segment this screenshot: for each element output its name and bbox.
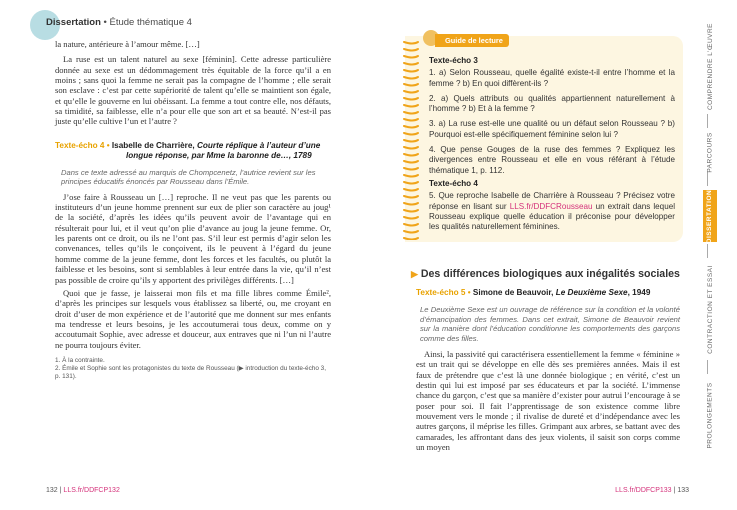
paragraph: la nature, antérieure à l’amour même. […] bbox=[55, 39, 200, 49]
chapter-side-tabs bbox=[700, 0, 737, 510]
running-head-section: Dissertation bbox=[46, 17, 101, 28]
side-tab-comprendre-oeuvre[interactable]: COMPRENDRE L’ŒUVRE bbox=[706, 22, 714, 110]
rousseau-excerpt bbox=[55, 39, 331, 127]
texte-echo-5-intro: Le Deuxième Sexe est un ouvrage de référence sur la condition et la volonté d’émancipation des femmes. Dans cet extrait, Simone de Beauvoir revient sur la manière dont l’éducation conditionne les comportements des garçons comme des filles. bbox=[420, 305, 680, 343]
guide-subhead-3: Texte-écho 3 bbox=[429, 56, 478, 65]
side-tab-parcours[interactable]: PARCOURS bbox=[706, 131, 714, 173]
beauvoir-excerpt bbox=[416, 349, 680, 452]
charriere-excerpt bbox=[55, 192, 331, 350]
triangle-arrow-icon: ▶ bbox=[411, 269, 418, 279]
texte-echo-4-intro: Dans ce texte adressé au marquis de Chompcenetz, l’autrice revient sur les principes éducatifs énoncés par Rousseau dans l’Émile. bbox=[61, 167, 316, 187]
page-number: 133 bbox=[677, 487, 689, 494]
reading-guide-tab: Guide de lecture bbox=[435, 34, 509, 47]
question-3: 3. a) La ruse est-elle une qualité ou un défaut selon Rousseau ? b) Pourquoi est-elle spécifiquement féminine selon lui ? bbox=[429, 119, 675, 139]
question-4: 4. Que pense Gouges de la ruse des femmes ? Expliquez les divergences entre Rousseau et elle en vous référant à l’étude thématique 1, p. 112. bbox=[429, 145, 675, 175]
page-link[interactable]: LLS.fr/DDFCP133 bbox=[615, 487, 672, 494]
side-tab-dissertation[interactable]: DISSERTATION bbox=[703, 190, 717, 242]
rousseau-link[interactable]: LLS.fr/DDFCRousseau bbox=[509, 201, 593, 211]
guide-subhead-4: Texte-écho 4 bbox=[429, 178, 478, 188]
reading-guide-questions bbox=[429, 56, 675, 232]
question-2: 2. a) Quels attributs ou qualités appartiennent naturellement à l’homme ? b) Et à la femme ? bbox=[429, 93, 675, 114]
side-tab-contraction-essai[interactable]: CONTRACTION ET ESSAI bbox=[706, 264, 714, 354]
side-tab-prolongements[interactable]: PROLONGEMENTS bbox=[706, 381, 714, 449]
paragraph: Quoi que je fasse, je laisserai mon fils et ma fille libres comme Émile², d’après les principes sur lesquels vous établissez sa liberté, ou, me croyant en droit d’user de mon expérience et de l’autorité que me donnent sur mes enfants ma tendresse et leurs besoins, je les accoutumerai tous deux, comme on y accoutumait Sophie, avec adresse et douceur, aux entraves que ni l’un ni l’autre ne pourra toujours éviter. bbox=[55, 287, 331, 350]
running-head: Dissertation • Étude thématique 4 bbox=[46, 17, 192, 28]
left-column bbox=[55, 39, 331, 381]
paragraph: J’ose faire à Rousseau un […] reproche. Il ne veut pas que les parents ou instituteurs d’un jeune homme prennent sur eux de plier son caractère au joug¹ de la société, d’après les idées qu’ils peuvent avoir de l’avantage qui en résulterait pour lui, et il veut qu’on plie d’avance au joug la jeune femme. Or, les parents ont ce droit, ou ils ne l’ont pas. S’il leur est permis d’agir selon les convenances, telles qu’ils le conçoivent, ils le peuvent à l’égard du jeune homme comme de la jeune femme, dont les forces et les facultés, ou plutôt la faiblesse et les besoins, sont si semblables à leur entrée dans la vie, qu’il n’est pas possible de croire qu’ils y apportent des privilèges différents. […] bbox=[55, 191, 331, 285]
running-head-subtitle: Étude thématique 4 bbox=[109, 17, 192, 28]
paragraph: Ainsi, la passivité qui caractérisera essentiellement la femme « féminine » est un trait qui se développe en elle dès ses premières années. Mais il est faux de prétendre que c’est là une donnée biologique ; en vérité, c’est un destin qui lui est imposé par ses éducateurs et par la société. L’immense chance du garçon, c’est que sa manière d’exister pour autrui l’encourage à se poser pour soi. Il fait l’apprentissage de son existence comme libre mouvement vers le monde ; il rivalise de dureté et d’indépendance avec les autres garçons, il méprise les filles. Grimpant aux arbres, se battant avec des camarades, les affrontant dans des jeux violents, il saisit son corps comme un moyen bbox=[416, 349, 680, 453]
footnote-1: 1. À la contrainte. bbox=[55, 356, 105, 364]
texte-echo-4-heading: Texte-écho 4 • Isabelle de Charrière, Courte réplique à l’auteur d’une longue réponse, par Mme la baronne de…, 1789 bbox=[55, 140, 321, 160]
question-5: 5. Que reproche Isabelle de Charrière à Rousseau ? Précisez votre réponse en lisant sur LLS.fr/DDFCRousseau un extrait dans lequel Rousseau explique quelle éducation il préconise pour développer les qualités naturellement féminines. bbox=[429, 191, 675, 232]
paragraph: La ruse est un talent naturel au sexe [féminin]. Cette adresse particulière donnée au sexe est un dédommagement très équitable de la force qu’il a en moins ; sans quoi la femme ne serait pas la compagne de l’homme ; elle serait son esclave : c’est par cette supériorité de talent qu’elle se maintient son égale, et qu’elle le gouverne en lui obéissant. La femme a tout contre elle, nos défauts, sa timidité, sa faiblesse, elle n’a pour elle que son art et sa beauté. N’est-il pas juste qu’elle cultive l’un et l’autre ? bbox=[55, 54, 331, 127]
footnotes bbox=[55, 357, 331, 381]
question-1: 1. a) Selon Rousseau, quelle égalité existe-t-il entre l’homme et la femme ? b) En quoi diffèrent-ils ? bbox=[429, 68, 675, 88]
texte-echo-5-heading: Texte-écho 5 • Simone de Beauvoir, Le Deuxième Sexe, 1949 bbox=[416, 288, 651, 297]
footer-right: LLS.fr/DDFCP133 | 133 bbox=[615, 487, 689, 494]
footer-left: 132 | LLS.fr/DDFCP132 bbox=[46, 487, 120, 494]
page-number: 132 bbox=[46, 487, 58, 494]
footnote-2: 2. Émile et Sophie sont les protagonistes du texte de Rousseau (▶ introduction du texte-écho 3, p. 131). bbox=[55, 364, 326, 380]
page-link[interactable]: LLS.fr/DDFCP132 bbox=[63, 487, 120, 494]
spiral-binding-icon bbox=[400, 40, 422, 240]
right-column bbox=[416, 288, 680, 452]
section-title: ▶ Des différences biologiques aux inégalités sociales bbox=[411, 268, 680, 280]
